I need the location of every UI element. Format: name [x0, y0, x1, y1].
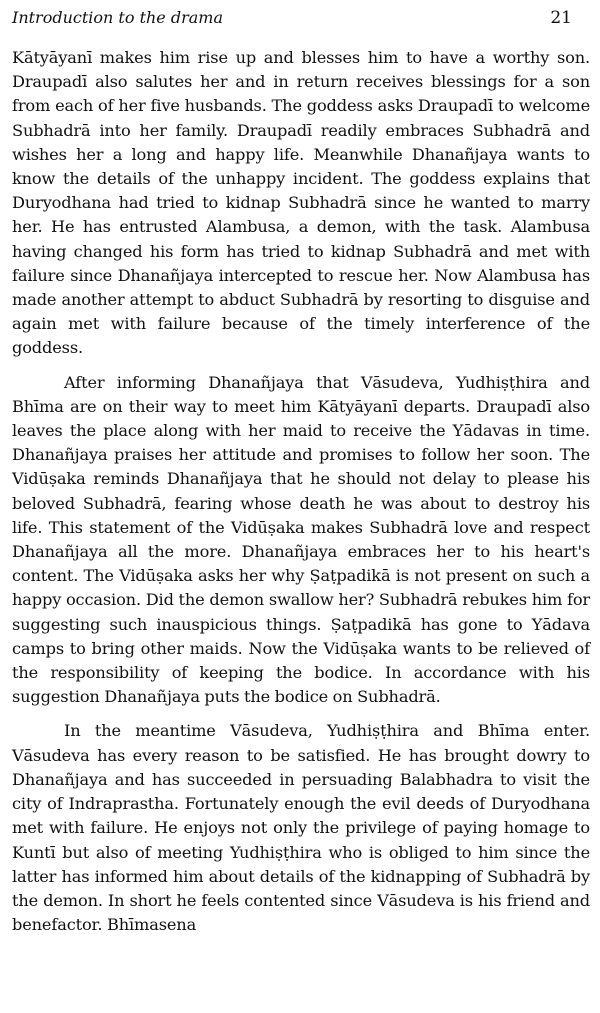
page-number: 21	[550, 8, 572, 28]
paragraph-1: Kātyāyanī makes him rise up and blesses him to have a worthy son. Draupadī also salutes her and in return receives blessings for a son from each of her five husbands. The goddess asks Draupadī to welcome Subhadrā into her family. Draupadī readily embraces Subhadrā and wishes her a long and happy life. Meanwhile Dhanañjaya wants to know the details of the unhappy incident. The goddess explains that Duryodhana had tried to kidnap Subhadrā since he wanted to marry her. He has entrusted Alambusa, a demon, with the task. Alambusa having changed his form has tried to kidnap Subhadrā and met with failure since Dhanañjaya intercepted to rescue her. Now Alambusa has made another attempt to abduct Subhadrā by resorting to disguise and again met with failure because of the timely interference of the goddess.	[12, 48, 590, 358]
body-text	[12, 46, 590, 937]
paragraph-2: After informing Dhanañjaya that Vāsudeva, Yudhiṣṭhira and Bhīma are on their way to meet him Kātyāyanī departs. Draupadī also leaves the place along with her maid to receive the Yādavas in time. Dhanañjaya praises her attitude and promises to follow her soon. The Vidūṣaka reminds Dhanañjaya that he should not delay to please his beloved Subhadrā, fearing whose death he was about to destroy his life. This statement of the Vidūṣaka makes Subhadrā love and respect Dhanañjaya all the more. Dhanañjaya embraces her to his heart's content. The Vidūṣaka asks her why Ṣaṭpadikā is not present on such a happy occasion. Did the demon swallow her? Subhadrā rebukes him for suggesting such inauspicious things. Ṣaṭpadikā has gone to Yādava camps to bring other maids. Now the Vidūṣaka wants to be relieved of the responsibility of keeping the bodice. In accordance with his suggestion Dhanañjaya puts the bodice on Subhadrā.	[12, 372, 590, 707]
page-header	[12, 8, 590, 38]
running-head: Introduction to the drama	[12, 8, 223, 27]
paragraph-3: In the meantime Vāsudeva, Yudhiṣṭhira and Bhīma enter. Vāsudeva has every reason to be satisfied. He has brought dowry to Dhanañjaya and has succeeded in persuading Balabhadra to visit the city of Indraprastha. Fortunately enough the evil deeds of Duryodhana met with failure. He enjoys not only the privilege of paying homage to Kuntī but also of meeting Yudhiṣṭhira who is obliged to him since the latter has informed him about details of the kidnapping of Subhadrā by the demon. In short he feels contented since Vāsudeva is his friend and benefactor. Bhīmasena	[12, 721, 590, 935]
